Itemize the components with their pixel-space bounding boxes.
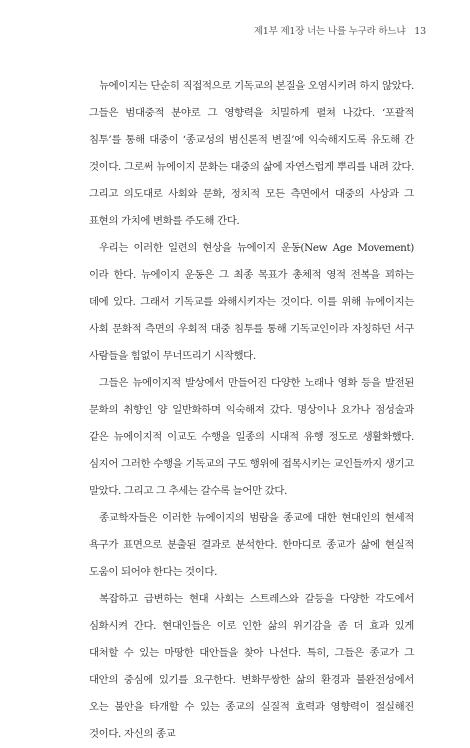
- paragraph-2: 우리는 이러한 일련의 현상을 뉴에이지 운동(New Age Movement)이라 한다. 뉴에이지 운동은 그 최종 목표가 총체적 영적 전복을 꾀하는 데에 있다. 그래서 기독교를 와해시키자는 것이다. 이를 위해 뉴에이지는 사회 문화적 측면의 우회적 대중 침투를 통해 기독교인이라 자칭하던 서구 사람들을 힘없이 무너뜨리기 시작했다.: [89, 242, 414, 362]
- page-number: 13: [414, 26, 426, 37]
- paragraph-1: 뉴에이지는 단순히 직접적으로 기독교의 본질을 오염시키려 하지 않았다. 그들은 범대중적 분야로 그 영향력을 치밀하게 펼쳐 나갔다. ‘포괄적 침투’를 통해 대중이 ‘종교성의 범신론적 변질’에 익숙해지도록 유도해 간 것이다. 그로써 뉴에이지 문화는 대중의 삶에 자연스럽게 뿌리를 내려 갔다. 그리고 의도대로 사회와 문화, 정치적 모든 측면에서 대중의 사상과 그 표현의 가치에 변화를 주도해 간다.: [89, 80, 414, 227]
- running-header: [254, 23, 426, 37]
- paragraph-4: 종교학자들은 이러한 뉴에이지의 범람을 종교에 대한 현대인의 현세적 욕구가 표면으로 분출된 결과로 분석한다. 한마디로 종교가 삶에 현실적 도움이 되어야 한다는 것이다.: [89, 512, 414, 578]
- running-title: 제1부 제1장 너는 나를 누구라 하느냐: [253, 26, 406, 37]
- paragraph-3: 그들은 뉴에이지적 발상에서 만들어진 다양한 노래나 영화 등을 발전된 문화의 취향인 양 일반화하며 익숙해져 갔다. 명상이나 요가나 점성술과 같은 뉴에이지적 이교도 수행을 일종의 시대적 유행 정도로 생활화했다. 심지어 그러한 수행을 기독교의 구도 행위에 접목시키는 교인들까지 생기고 말았다. 그리고 그 추세는 갈수록 늘어만 갔다.: [89, 377, 414, 497]
- paragraph-5: 복잡하고 급변하는 현대 사회는 스트레스와 갈등을 다양한 각도에서 심화시켜 간다. 현대인들은 이로 인한 삶의 위기감을 좀 더 효과 있게 대처할 수 있는 마땅한 대안들을 찾아 나선다. 특히, 그들은 종교가 그 대안의 중심에 있기를 요구한다. 변화무쌍한 삶의 환경과 불완전성에서 오는 불안을 타개할 수 있는 종교의 실질적 효력과 영향력이 절실해진 것이다. 자신의 종교: [89, 593, 414, 740]
- body-text: [89, 73, 414, 748]
